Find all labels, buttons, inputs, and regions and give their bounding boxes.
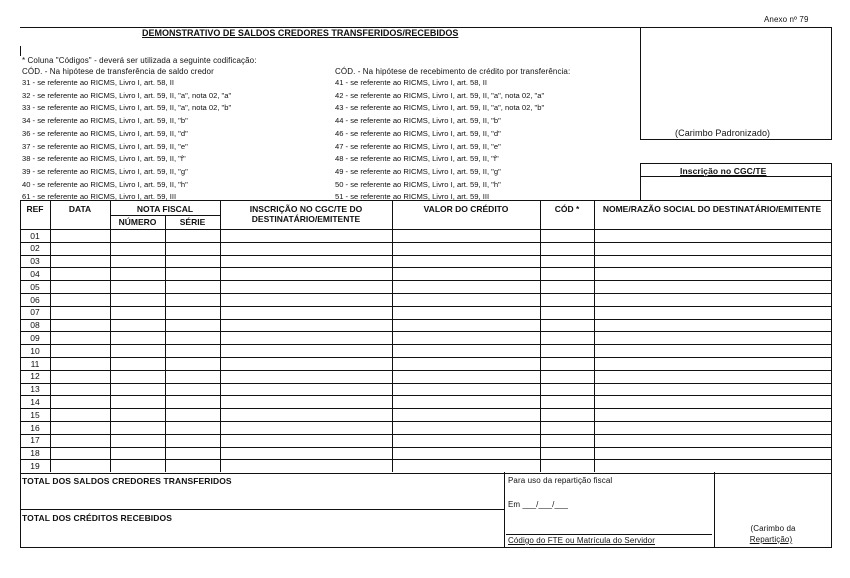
right-code-item: 51 - se referente ao RICMS, Livro I, art. 59, III [335, 192, 490, 202]
total-transferidos-label: TOTAL DOS SALDOS CREDORES TRANSFERIDOS [22, 476, 232, 486]
right-code-item: 41 - se referente ao RICMS, Livro I, art. 58, II [335, 78, 487, 87]
header-valor: VALOR DO CRÉDITO [423, 204, 509, 214]
codigo-fte-label: Código do FTE ou Matrícula do Servidor [508, 536, 655, 545]
row-ref-number: 06 [30, 294, 40, 305]
right-code-item: 46 - se referente ao RICMS, Livro I, art. 59, II, "d" [335, 128, 501, 138]
table-row-line [20, 357, 831, 358]
header-data: DATA [68, 204, 92, 214]
left-code-item: 40 - se referente ao RICMS, Livro I, art. 59, II, "h" [22, 179, 188, 189]
table-row-line [20, 255, 831, 256]
table-row-line [20, 319, 831, 320]
row-ref-number: 16 [30, 422, 40, 433]
row-ref-number: 04 [30, 268, 40, 279]
stamp-label: (Carimbo Padronizado) [675, 128, 771, 138]
header-ref: REF [26, 204, 44, 214]
right-code-item: 50 - se referente ao RICMS, Livro I, art. 59, II, "h" [335, 179, 501, 189]
header-nome: NOME/RAZÃO SOCIAL DO DESTINATÁRIO/EMITENTE [602, 204, 822, 214]
header-numero: NÚMERO [118, 217, 157, 227]
left-code-item: 36 - se referente ao RICMS, Livro I, art. 59, II, "d" [22, 128, 188, 138]
table-row-line [20, 395, 831, 396]
row-ref-number: 14 [30, 396, 40, 407]
right-code-item: 49 - se referente ao RICMS, Livro I, art. 59, II, "g" [335, 166, 501, 176]
row-ref-number: 15 [30, 409, 40, 420]
row-ref-number: 03 [30, 256, 40, 267]
table-row-line [20, 344, 831, 345]
row-ref-number: 08 [30, 320, 40, 331]
left-code-item: 39 - se referente ao RICMS, Livro I, art. 59, II, "g" [22, 166, 188, 176]
row-ref-number: 01 [30, 230, 40, 241]
table-row-line [20, 421, 831, 422]
header-nota-fiscal: NOTA FISCAL [136, 204, 194, 214]
col-data-line [110, 200, 111, 472]
right-code-item: 43 - se referente ao RICMS, Livro I, art. 59, II, "a", nota 02, "b" [335, 103, 545, 113]
inscricao-line [640, 176, 831, 177]
row-ref-number: 13 [30, 384, 40, 395]
row-ref-number: 11 [30, 358, 40, 369]
inscricao-label: Inscrição no CGC/TE [680, 166, 767, 176]
table-row-line [20, 242, 831, 243]
row-ref-number: 18 [30, 448, 40, 459]
table-row-line [20, 267, 831, 268]
left-code-item: 37 - se referente ao RICMS, Livro I, art. 59, II, "e" [22, 141, 188, 151]
left-code-item: 33 - se referente ao RICMS, Livro I, art. 59, II, "a", nota 02, "b" [22, 103, 232, 113]
table-row-line [20, 383, 831, 384]
table-row-line [20, 331, 831, 332]
right-code-item: 42 - se referente ao RICMS, Livro I, art. 59, II, "a", nota 02, "a" [335, 90, 545, 100]
left-code-item: 31 - se referente ao RICMS, Livro I, art. 58, II [22, 78, 174, 87]
header-bottom-line [20, 229, 831, 230]
footer-mid-line [20, 509, 504, 510]
header-inscricao: INSCRIÇÃO NO CGC/TE DO DESTINATÁRIO/EMITENTE [249, 204, 363, 224]
left-code-item: 34 - se referente ao RICMS, Livro I, art. 59, II, "b" [22, 116, 188, 126]
row-ref-number: 02 [30, 243, 40, 254]
col-ref-line [50, 200, 51, 472]
left-code-item: 32 - se referente ao RICMS, Livro I, art. 59, II, "a", nota 02, "a" [22, 90, 232, 100]
page-title: DEMONSTRATIVO DE SALDOS CREDORES TRANSFERIDOS/RECEBIDOS [142, 28, 459, 38]
header-serie: SÉRIE [179, 217, 206, 227]
left-tick [20, 46, 21, 56]
row-ref-number: 07 [30, 307, 40, 318]
left-codes-list [22, 77, 231, 204]
row-ref-number: 12 [30, 371, 40, 382]
col-inscricao-line [392, 200, 393, 472]
row-ref-number: 05 [30, 281, 40, 292]
table-row-line [20, 280, 831, 281]
row-ref-number: 10 [30, 345, 40, 356]
table-row-line [20, 459, 831, 460]
right-codes-heading: CÓD. - Na hipótese de recebimento de crédito por transferência: [335, 67, 571, 76]
right-code-item: 48 - se referente ao RICMS, Livro I, art. 59, II, "f" [335, 154, 499, 164]
footer-divider-2 [714, 472, 715, 547]
codes-note: * Coluna "Códigos" - deverá ser utilizada a seguinte codificação: [22, 56, 257, 65]
header-cod: CÓD * [554, 204, 580, 214]
table-row-line [20, 434, 831, 435]
carimbo-reparticao-line2: Repartição) [749, 535, 793, 544]
row-ref-number: 19 [30, 460, 40, 471]
fiscal-use-label: Para uso da repartição fiscal [508, 476, 613, 485]
right-code-item: 47 - se referente ao RICMS, Livro I, art. 59, II, "e" [335, 141, 501, 151]
table-row-line [20, 447, 831, 448]
col-cod-line [594, 200, 595, 472]
table-row-line [20, 408, 831, 409]
date-field[interactable]: Em ___/___/___ [508, 500, 569, 509]
table-row-line [20, 370, 831, 371]
right-codes-list [335, 77, 544, 204]
left-code-item: 38 - se referente ao RICMS, Livro I, art. 59, II, "f" [22, 154, 186, 164]
stamp-box-bottom [640, 139, 831, 140]
table-row-line [20, 293, 831, 294]
total-recebidos-label: TOTAL DOS CRÉDITOS RECEBIDOS [22, 513, 172, 523]
stamp-box [640, 27, 832, 140]
row-ref-number: 17 [30, 435, 40, 446]
row-ref-number: 09 [30, 332, 40, 343]
col-valor-line [540, 200, 541, 472]
table-row-line [20, 306, 831, 307]
footer-divider-1 [504, 472, 505, 547]
signature-line [506, 534, 712, 535]
annex-label: Anexo nº 79 [764, 15, 809, 24]
col-serie-line [220, 200, 221, 472]
left-codes-heading: CÓD. - Na hipótese de transferência de saldo credor [22, 67, 214, 76]
left-code-item: 61 - se referente ao RICMS, Livro I, art. 59, III [22, 192, 177, 202]
right-code-item: 44 - se referente ao RICMS, Livro I, art. 59, II, "b" [335, 116, 501, 126]
carimbo-reparticao-line1: (Carimbo da [750, 524, 796, 533]
